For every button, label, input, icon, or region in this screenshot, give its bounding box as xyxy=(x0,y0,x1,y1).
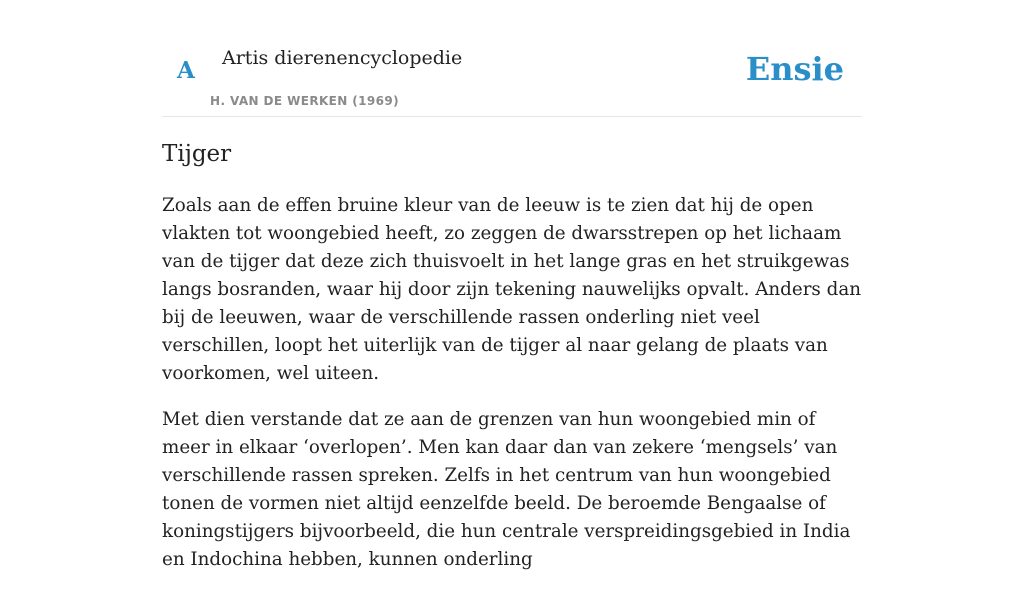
source-book-author: H. VAN DE WERKEN (1969) xyxy=(210,94,400,108)
article-paragraph: Met dien verstande dat ze aan de grenzen van hun woongebied min of meer in elkaar ‘overlopen’. Men kan daar dan van zekere ‘mengsels’ van verschillende rassen spreken. Zelfs in het centrum van hun woongebied tonen de vormen niet altijd eenzelfde beeld. De beroemde Bengaalse of koningstijgers bijvoorbeeld, die hun centrale verspreidingsgebied in India en Indochina hebben, kunnen onderling xyxy=(162,409,851,570)
article-paragraph: Zoals aan de effen bruine kleur van de leeuw is te zien dat hij de open vlakten tot woongebied heeft, zo zeggen de dwarsstrepen op het lichaam van de tijger dat deze zich thuisvoelt in het lange gras en het struikgewas langs bosranden, waar hij door zijn tekening nauwelijks opvalt. Anders dan bij de leeuwen, waar de verschillende rassen onderling niet veel verschillen, loopt het uiterlijk van de tijger al naar gelang de plaats van voorkomen, wel uiteen. xyxy=(162,195,861,384)
article-body xyxy=(162,192,862,574)
source-header xyxy=(162,0,862,117)
source-book-title[interactable]: Artis dierenencyclopedie xyxy=(222,47,463,69)
book-letter-badge[interactable]: A xyxy=(177,57,195,84)
article xyxy=(162,136,862,592)
article-title: Tijger xyxy=(162,141,232,167)
ensie-logo[interactable]: Ensie xyxy=(745,50,844,88)
